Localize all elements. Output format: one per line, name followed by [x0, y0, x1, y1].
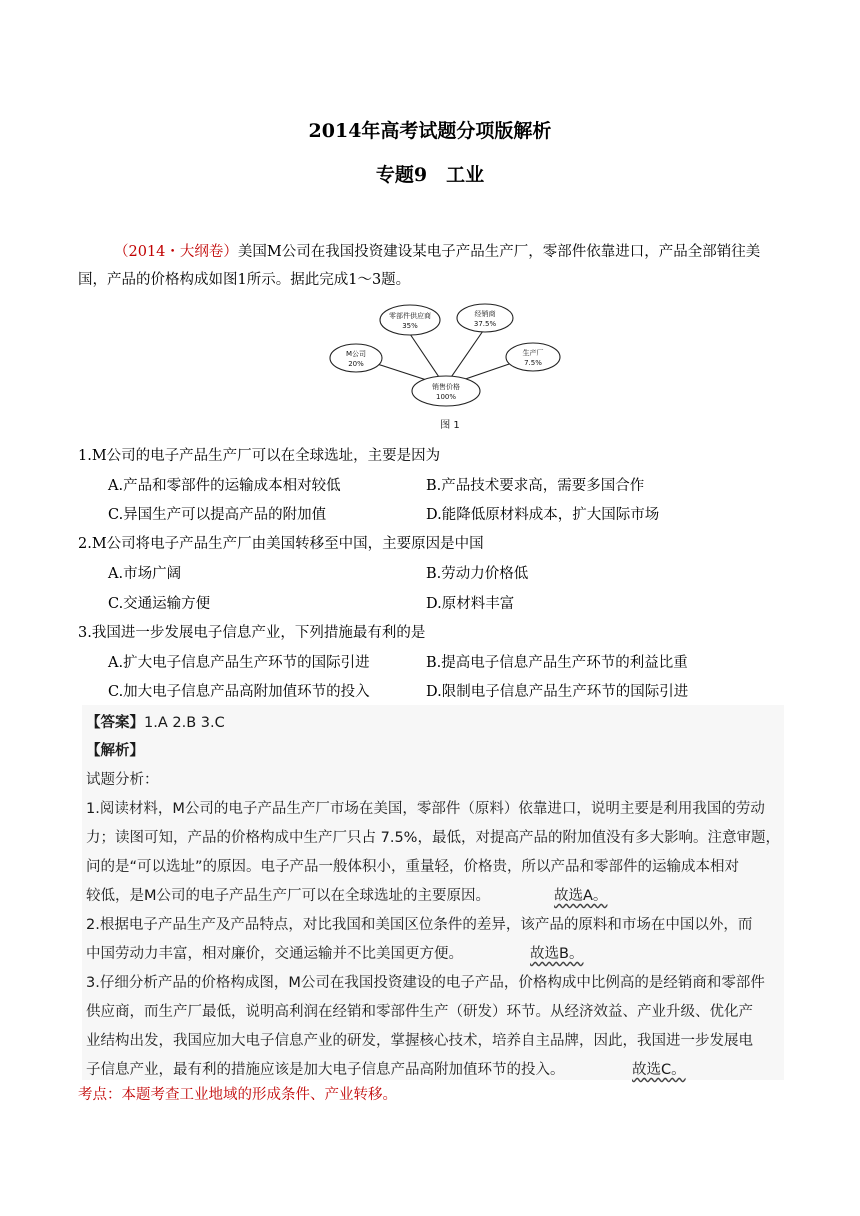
analysis-line-2: 力；读图可知，产品的价格构成中生产厂只占 7.5%，最低，对提高产品的附加值没有多大影响。注意审题，	[86, 830, 780, 846]
analysis-line-5: 2.根据电子产品生产及产品特点，对比我国和美国区位条件的差异，该产品的原料和市场在中国以外，而	[86, 917, 753, 933]
choice-3: 故选C。	[632, 1062, 686, 1078]
node-parts-supplier	[380, 305, 440, 335]
answer-line	[86, 711, 225, 732]
analysis-heading: 试题分析：	[86, 772, 159, 788]
q2-option-c: C.交通运输方便	[108, 596, 211, 612]
figure-caption: 图 1	[440, 420, 460, 431]
center-value: 100%	[435, 393, 457, 401]
node-value-1: 37.5%	[473, 320, 497, 328]
q3-option-b: B.提高电子信息产品生产环节的利益比重	[426, 655, 688, 671]
node-label-0: 零部件供应商	[389, 312, 431, 320]
q1-option-d: D.能降低原材料成本，扩大国际市场	[426, 507, 660, 523]
analysis-line-7: 3.仔细分析产品的价格构成图，M公司在我国投资建设的电子产品，价格构成中比例高的是经销商和零部件	[86, 975, 765, 991]
q3-option-c: C.加大电子信息产品高附加值环节的投入	[108, 684, 370, 700]
q2-option-a: A.市场广阔	[108, 566, 182, 582]
question-1-stem: 1.M公司的电子产品生产厂可以在全球选址，主要是因为	[78, 448, 441, 464]
node-sales-price	[412, 376, 480, 406]
source-tag: （2014・大纲卷）	[114, 244, 238, 260]
choice-2: 故选B。	[530, 946, 584, 962]
node-label-2: M公司	[345, 350, 367, 358]
question-2-stem: 2.M公司将电子产品生产厂由美国转移至中国，主要原因是中国	[78, 536, 484, 552]
analysis-label: 【解析】	[86, 743, 144, 759]
node-label-1: 经销商	[474, 310, 496, 318]
price-structure-figure	[310, 298, 570, 436]
q1-option-a: A.产品和零部件的运输成本相对较低	[108, 478, 341, 494]
q3-option-d: D.限制电子信息产品生产环节的国际引进	[426, 684, 689, 700]
kaodian-note: 考点：本题考查工业地域的形成条件、产业转移。	[78, 1087, 397, 1103]
center-label: 销售价格	[432, 383, 460, 391]
choice-1: 故选A。	[554, 888, 608, 904]
node-label-3: 生产厂	[522, 349, 544, 357]
analysis-line-8: 供应商，而生产厂最低，说明高利润在经销和零部件生产（研发）环节。从经济效益、产业升级、优化产	[86, 1004, 753, 1020]
answer-label: 【答案】	[86, 715, 144, 731]
q1-option-b: B.产品技术要求高，需要多国合作	[426, 478, 645, 494]
node-value-0: 35%	[402, 322, 418, 330]
analysis-line-4: 较低，是M公司的电子产品生产厂可以在全球选址的主要原因。	[86, 888, 491, 904]
analysis-line-10: 子信息产业，最有利的措施应该是加大电子信息产品高附加值环节的投入。	[86, 1062, 565, 1078]
q2-option-d: D.原材料丰富	[426, 596, 515, 612]
analysis-line-3: 问的是“可以选址”的原因。电子产品一般体积小，重量轻，价格贵，所以产品和零部件的运输成本相对	[86, 859, 740, 875]
analysis-line-1: 1.阅读材料，M公司的电子产品生产厂市场在美国，零部件（原料）依靠进口，说明主要是利用我国的劳动	[86, 801, 765, 817]
q2-option-b: B.劳动力价格低	[426, 566, 529, 582]
question-3-stem: 3.我国进一步发展电子信息产业，下列措施最有利的是	[78, 625, 426, 641]
q1-option-c: C.异国生产可以提高产品的附加值	[108, 507, 327, 523]
node-value-3: 7.5%	[524, 359, 542, 367]
intro-line-1	[114, 240, 760, 261]
answer-value: 1.A 2.B 3.C	[144, 715, 225, 731]
analysis-line-6: 中国劳动力丰富，相对廉价，交通运输并不比美国更方便。	[86, 946, 463, 962]
analysis-line-9: 业结构出发，我国应加大电子信息产业的研发，掌握核心技术，培养自主品牌，因此，我国进一步发展电	[86, 1033, 753, 1049]
intro-text-1: 美国M公司在我国投资建设某电子产品生产厂，零部件依靠进口，产品全部销往美	[237, 244, 761, 260]
intro-line-2: 国，产品的价格构成如图1所示。据此完成1～3题。	[78, 272, 411, 288]
q3-option-a: A.扩大电子信息产品生产环节的国际引进	[108, 655, 370, 671]
page-title: 2014年高考试题分项版解析	[308, 120, 552, 142]
node-value-2: 20%	[348, 360, 364, 368]
page-subtitle: 专题9 工业	[375, 164, 485, 186]
